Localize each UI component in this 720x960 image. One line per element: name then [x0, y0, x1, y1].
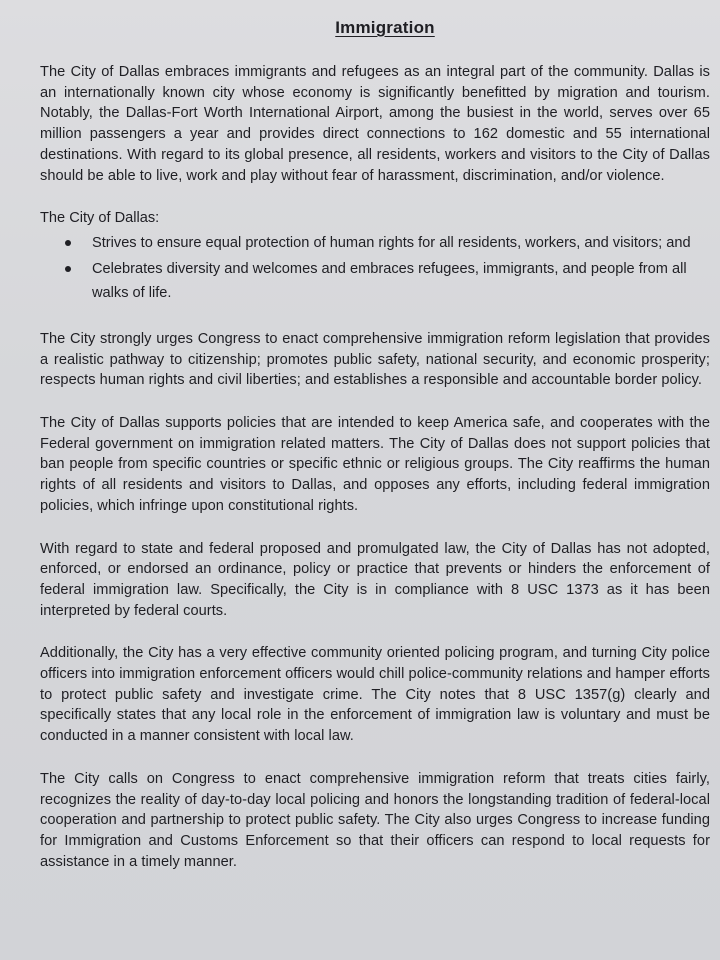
body-paragraph-federal-law: With regard to state and federal proposed and promulgated law, the City of Dallas has not adopted, enforced, or endorsed an ordinance, policy or practice that prevents or hinders the enforcement of federal immigration law. Specifically, the City is in compliance with 8 USC 1373 as it has been interpreted by federal courts.	[40, 540, 710, 619]
body-paragraph-closing: The City calls on Congress to enact comprehensive immigration reform that treats cities fairly, recognizes the reality of day-to-day local policing and honors the longstanding tradition of federal-local cooperation and partnership to protect public safety. The City also urges Congress to increase funding for Immigration and Customs Enforcement so that their officers can respond to local requests for assistance in a timely manner.	[40, 770, 710, 870]
bullet-text: Strives to ensure equal protection of human rights for all residents, workers, and visitors; and	[92, 234, 691, 251]
body-paragraph-congress-reform: The City strongly urges Congress to enact comprehensive immigration reform legislation that provides a realistic pathway to citizenship; promotes public safety, national security, and economic prosperity; respects human rights and civil liberties; and establishes a responsible and accountable border policy.	[40, 330, 710, 389]
bullet-icon	[65, 266, 71, 272]
bullet-item	[40, 231, 710, 255]
bullet-list	[40, 231, 710, 305]
bullet-text: Celebrates diversity and welcomes and embraces refugees, immigrants, and people from all walks of life.	[92, 260, 687, 301]
bullet-item	[40, 257, 710, 305]
list-lead: The City of Dallas:	[40, 210, 160, 227]
body-paragraph-safety-policies: The City of Dallas supports policies that are intended to keep America safe, and cooperates with the Federal government on immigration related matters. The City of Dallas does not support policies that ban people from specific countries or specific ethnic or religious groups. The City reaffirms the human rights of all residents and visitors to Dallas, and opposes any efforts, including federal immigration policies, which infringe upon constitutional rights.	[40, 415, 710, 514]
bullet-icon	[65, 240, 71, 246]
document-title: Immigration	[335, 18, 435, 37]
intro-paragraph: The City of Dallas embraces immigrants and refugees as an integral part of the community. Dallas is an internationally known city whose economy is significantly benefitted by migration and tourism. Notably, the Dallas-Fort Worth International Airport, among the busiest in the world, serves over 65 million passengers a year and provides direct connections to 162 domestic and 55 international destinations. With regard to its global presence, all residents, workers and visitors to the City of Dallas should be able to live, work and play without fear of harassment, discrimination, and/or violence.	[40, 64, 710, 184]
body-paragraph-community-policing: Additionally, the City has a very effective community oriented policing program, and turning City police officers into immigration enforcement officers would chill police-community relations and hamper efforts to protect public safety and investigate crime. The City notes that 8 USC 1357(g) clearly and specifically states that any local role in the enforcement of immigration law is voluntary and must be conducted in a manner consistent with local law.	[40, 645, 710, 745]
